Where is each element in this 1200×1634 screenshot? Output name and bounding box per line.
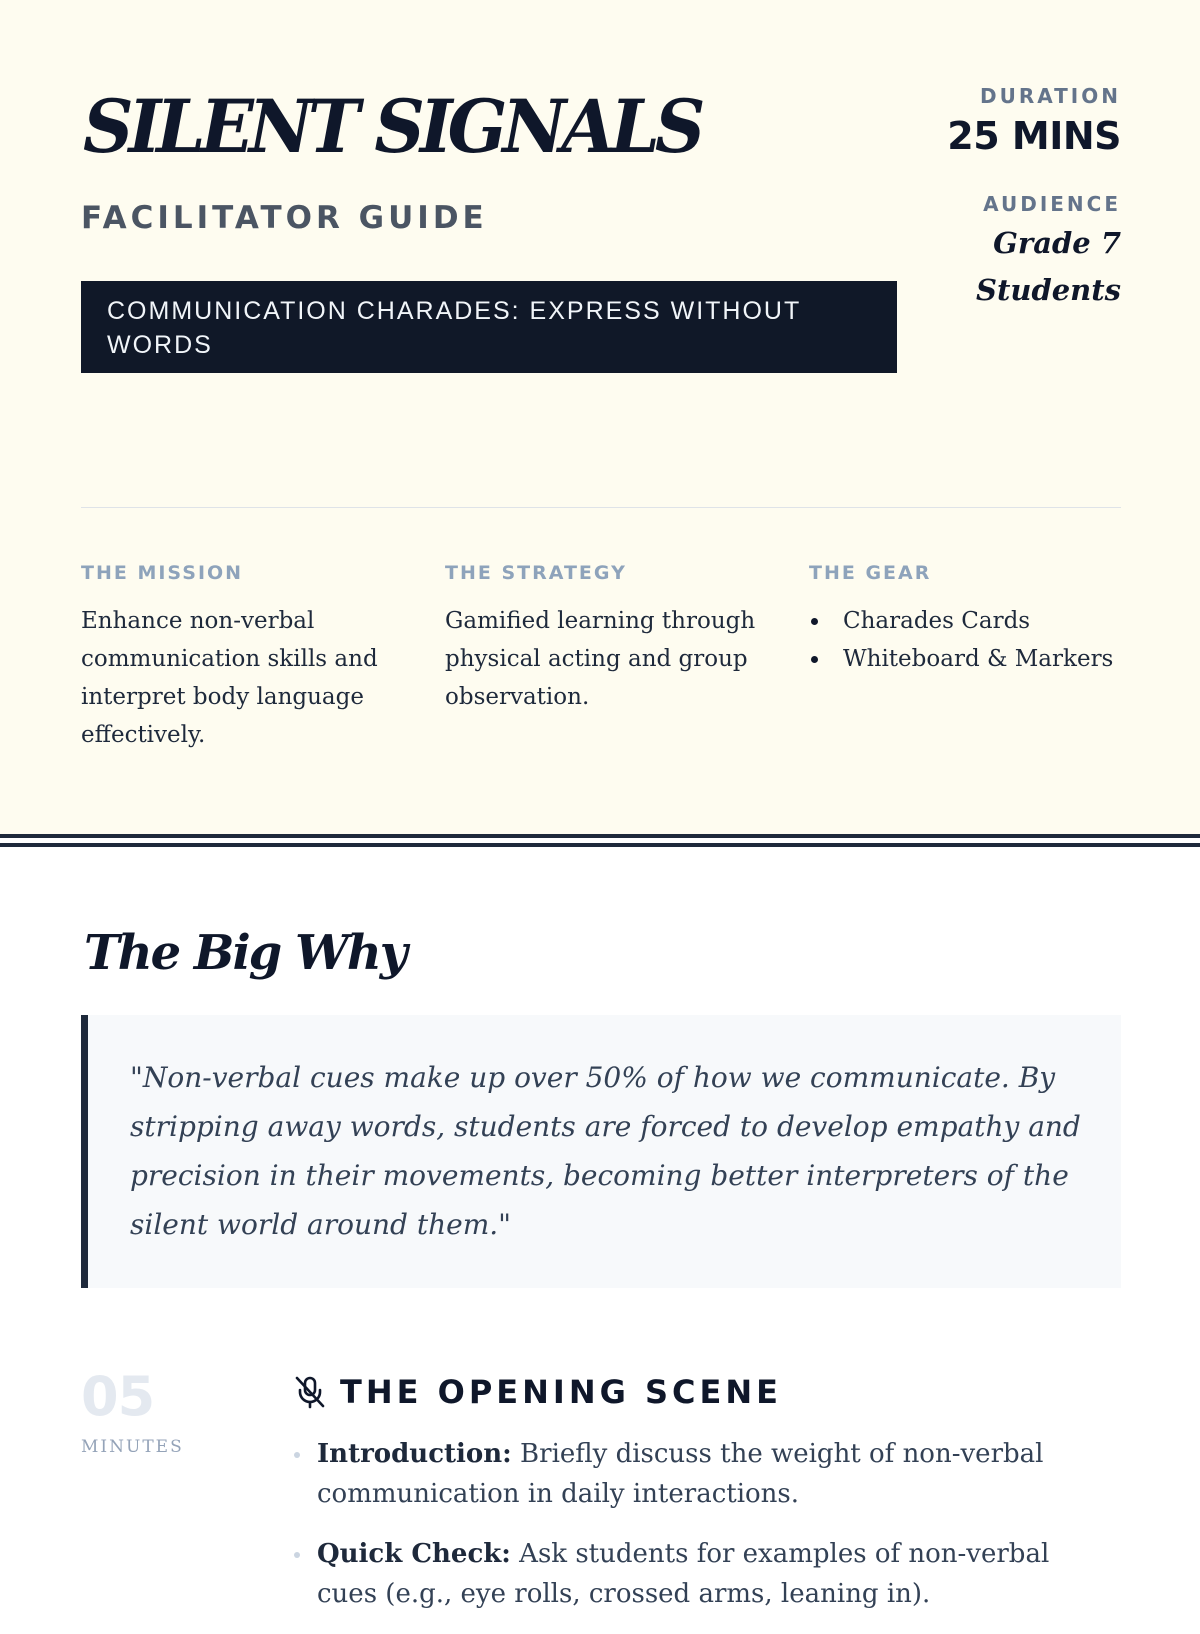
step-list: [290, 1434, 1110, 1634]
mission-text: Enhance non-verbal communication skills and interpret body language effectively.: [81, 608, 378, 748]
duration-value: 25 MINS: [947, 114, 1121, 158]
page-subtitle: FACILITATOR GUIDE: [81, 200, 488, 236]
step-title: THE OPENING SCENE: [340, 1373, 783, 1411]
item-label: Quick Check:: [317, 1539, 511, 1569]
item-label: Introduction:: [317, 1439, 512, 1469]
item-text: Briefly discuss the weight of non-verbal communication in daily interactions.: [317, 1439, 1044, 1509]
list-item: [290, 1534, 1110, 1614]
duration-label: DURATION: [980, 84, 1121, 108]
audience-label: AUDIENCE: [983, 192, 1121, 216]
strategy-column: [445, 562, 809, 754]
step-minutes-label: MINUTES: [81, 1437, 184, 1457]
meta-panel: [947, 84, 1121, 314]
item-text: Ask students for examples of non-verbal cues (e.g., eye rolls, crossed arms, leaning in).: [317, 1539, 1050, 1609]
strategy-heading: THE STRATEGY: [445, 562, 627, 584]
big-why-quote: "Non-verbal cues make up over 50% of how we communicate. By stripping away words, students are forced to develop empathy and precision in their movements, becoming better interpreters of the silent world around them.": [81, 1015, 1121, 1288]
activity-banner: COMMUNICATION CHARADES: EXPRESS WITHOUT WORDS: [81, 281, 897, 373]
strategy-text: Gamified learning through physical acting and group observation.: [445, 608, 756, 710]
page-title: SILENT SIGNALS: [83, 83, 701, 170]
gear-item: Whiteboard & Markers: [809, 640, 1121, 678]
mission-heading: THE MISSION: [81, 562, 244, 584]
gear-column: [809, 562, 1121, 754]
big-why-title: The Big Why: [84, 925, 406, 981]
gear-item: Charades Cards: [809, 602, 1121, 640]
double-divider: [0, 834, 1200, 847]
step-header: [294, 1373, 782, 1411]
list-item: [290, 1434, 1110, 1514]
audience-value: Grade 7 Students: [976, 226, 1121, 307]
section-divider: [81, 507, 1121, 508]
gear-list: [809, 602, 1121, 678]
step-minutes: 05: [81, 1365, 155, 1428]
overview-columns: [81, 562, 1121, 754]
gear-heading: THE GEAR: [809, 562, 932, 584]
mic-off-icon: [294, 1375, 326, 1409]
mission-column: [81, 562, 445, 754]
